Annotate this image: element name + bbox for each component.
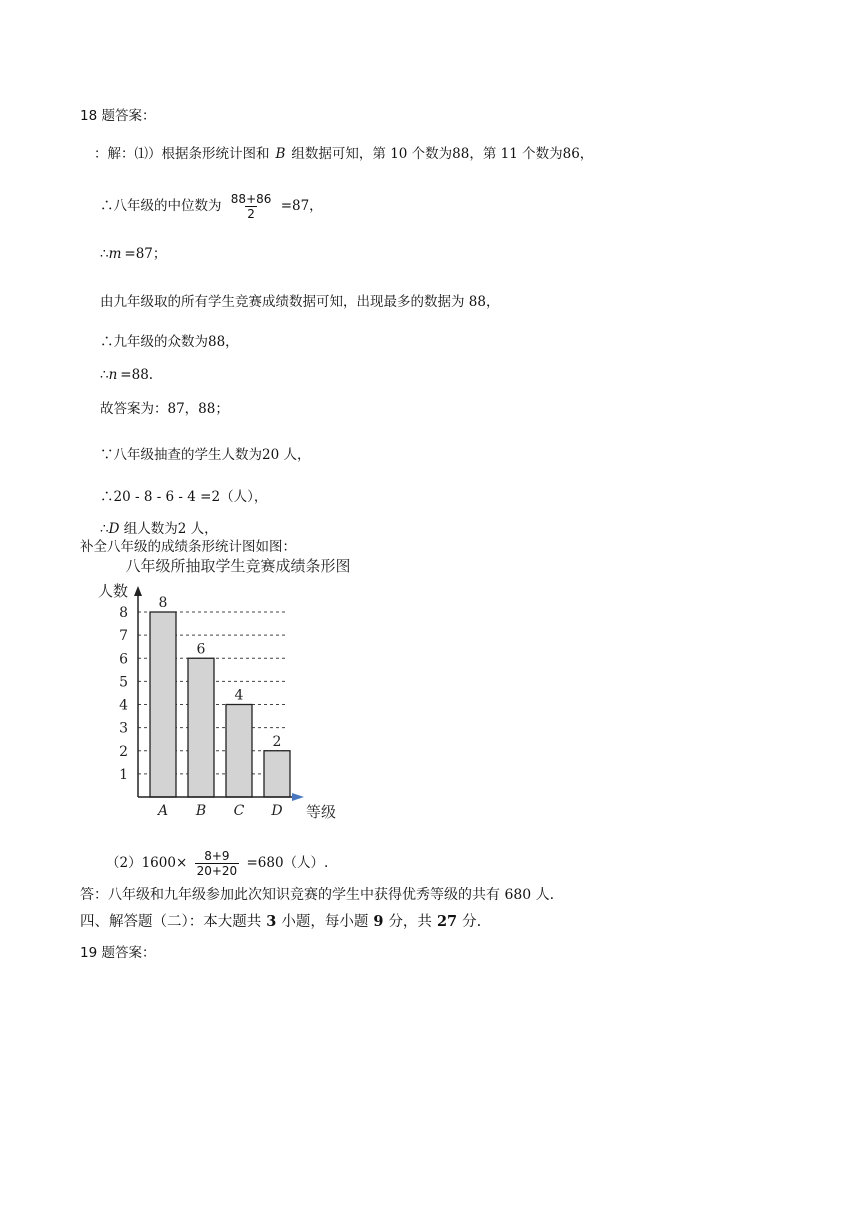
x-axis-arrow — [292, 793, 304, 801]
m-value: =87； — [124, 246, 167, 262]
y-tick-label: 1 — [119, 766, 128, 783]
chart-intro-line: 补全八年级的成绩条形统计图如图： — [80, 539, 296, 555]
mode-line: ∴九年级的众数为88， — [100, 334, 239, 350]
mode-source-line: 由九年级取的所有学生竞赛成绩数据可知，出现最多的数据为 88， — [100, 294, 500, 310]
y-axis-arrow — [134, 586, 142, 596]
bar-chart — [86, 552, 386, 832]
x-tick-label: B — [195, 803, 207, 819]
d-calculation-line: ∴20 - 8 - 6 - 4 =2（人）， — [100, 489, 268, 505]
total-points: 27 — [436, 913, 458, 930]
y-tick-label: 6 — [119, 651, 128, 668]
bar-B — [188, 658, 214, 797]
final-answer-line: 答：八年级和九年级参加此次知识竞赛的学生中获得优秀等级的共有 680 人. — [80, 887, 555, 903]
x-tick-label: A — [157, 803, 169, 819]
y-tick-label: 8 — [119, 605, 128, 621]
x-tick-label: C — [233, 803, 245, 819]
median-line — [100, 192, 323, 221]
q19-heading: 19 题答案： — [80, 945, 156, 961]
bar-value-label: 8 — [158, 595, 168, 611]
solution-line-1-post: 组数据可知，第 10 个数为88，第 11 个数为86， — [291, 146, 594, 162]
chart-title: 八年级所抽取学生竞赛成绩条形图 — [125, 557, 351, 575]
median-line-pre: ∴八年级的中位数为 — [100, 198, 222, 214]
section-4-post: 分. — [462, 914, 482, 930]
y-tick-label: 7 — [119, 628, 128, 645]
part2-fraction — [195, 849, 240, 878]
y-tick-label: 4 — [119, 697, 128, 714]
part2-fraction-denominator: 20+20 — [196, 864, 238, 878]
question-count: 3 — [266, 913, 277, 930]
solution-line-1 — [94, 145, 593, 163]
part2-line — [106, 849, 328, 878]
bar-value-label: 6 — [196, 641, 206, 658]
y-tick-label: 3 — [119, 720, 128, 737]
y-tick-label: 5 — [119, 674, 128, 691]
answer-mn-line: 故答案为：87，88； — [100, 401, 229, 417]
n-value-line — [100, 366, 153, 384]
median-fraction-denominator: 2 — [247, 207, 255, 221]
bar-value-label: 2 — [272, 733, 282, 750]
therefore-symbol: ∴ — [100, 521, 109, 537]
sample-size-line: ∵八年级抽查的学生人数为20 人， — [100, 447, 311, 463]
part2-result: =680（人）. — [246, 855, 329, 871]
q18-heading: 18 题答案： — [80, 108, 156, 124]
variable-m: m — [108, 246, 122, 262]
therefore-symbol: ∴ — [100, 246, 109, 262]
bar-A — [150, 612, 176, 797]
solution-line-1-pre: ：解：⑴）根据条形统计图和 — [94, 146, 270, 162]
x-tick-label: D — [271, 803, 283, 819]
n-value: =88. — [120, 367, 154, 383]
section-4-pre: 四、解答题（二）：本大题共 — [80, 914, 262, 930]
bar-D — [264, 751, 290, 797]
median-fraction-numerator: 88+86 — [230, 192, 272, 206]
bar-value-label: 4 — [234, 687, 244, 704]
section-4-heading — [80, 913, 481, 931]
variable-n: n — [108, 367, 118, 383]
therefore-symbol: ∴ — [100, 367, 109, 383]
d-count-text: 组人数为2 人， — [119, 521, 218, 537]
group-b-label: B — [275, 146, 286, 162]
part2-fraction-numerator: 8+9 — [204, 849, 230, 863]
section-4-mid1: 小题，每小题 — [281, 914, 369, 930]
d-count-line — [100, 520, 218, 538]
median-line-post: =87， — [280, 198, 323, 214]
m-value-line — [100, 245, 166, 263]
median-fraction — [229, 192, 274, 221]
x-axis-label: 等级 — [306, 803, 337, 821]
y-tick-label: 2 — [119, 743, 128, 760]
points-per-question: 9 — [373, 913, 384, 930]
part2-prefix: （2）1600× — [106, 855, 188, 871]
group-d-label: D — [108, 521, 120, 537]
bar-C — [226, 705, 252, 798]
y-axis-label: 人数 — [98, 582, 129, 600]
section-4-mid2: 分，共 — [388, 914, 432, 930]
